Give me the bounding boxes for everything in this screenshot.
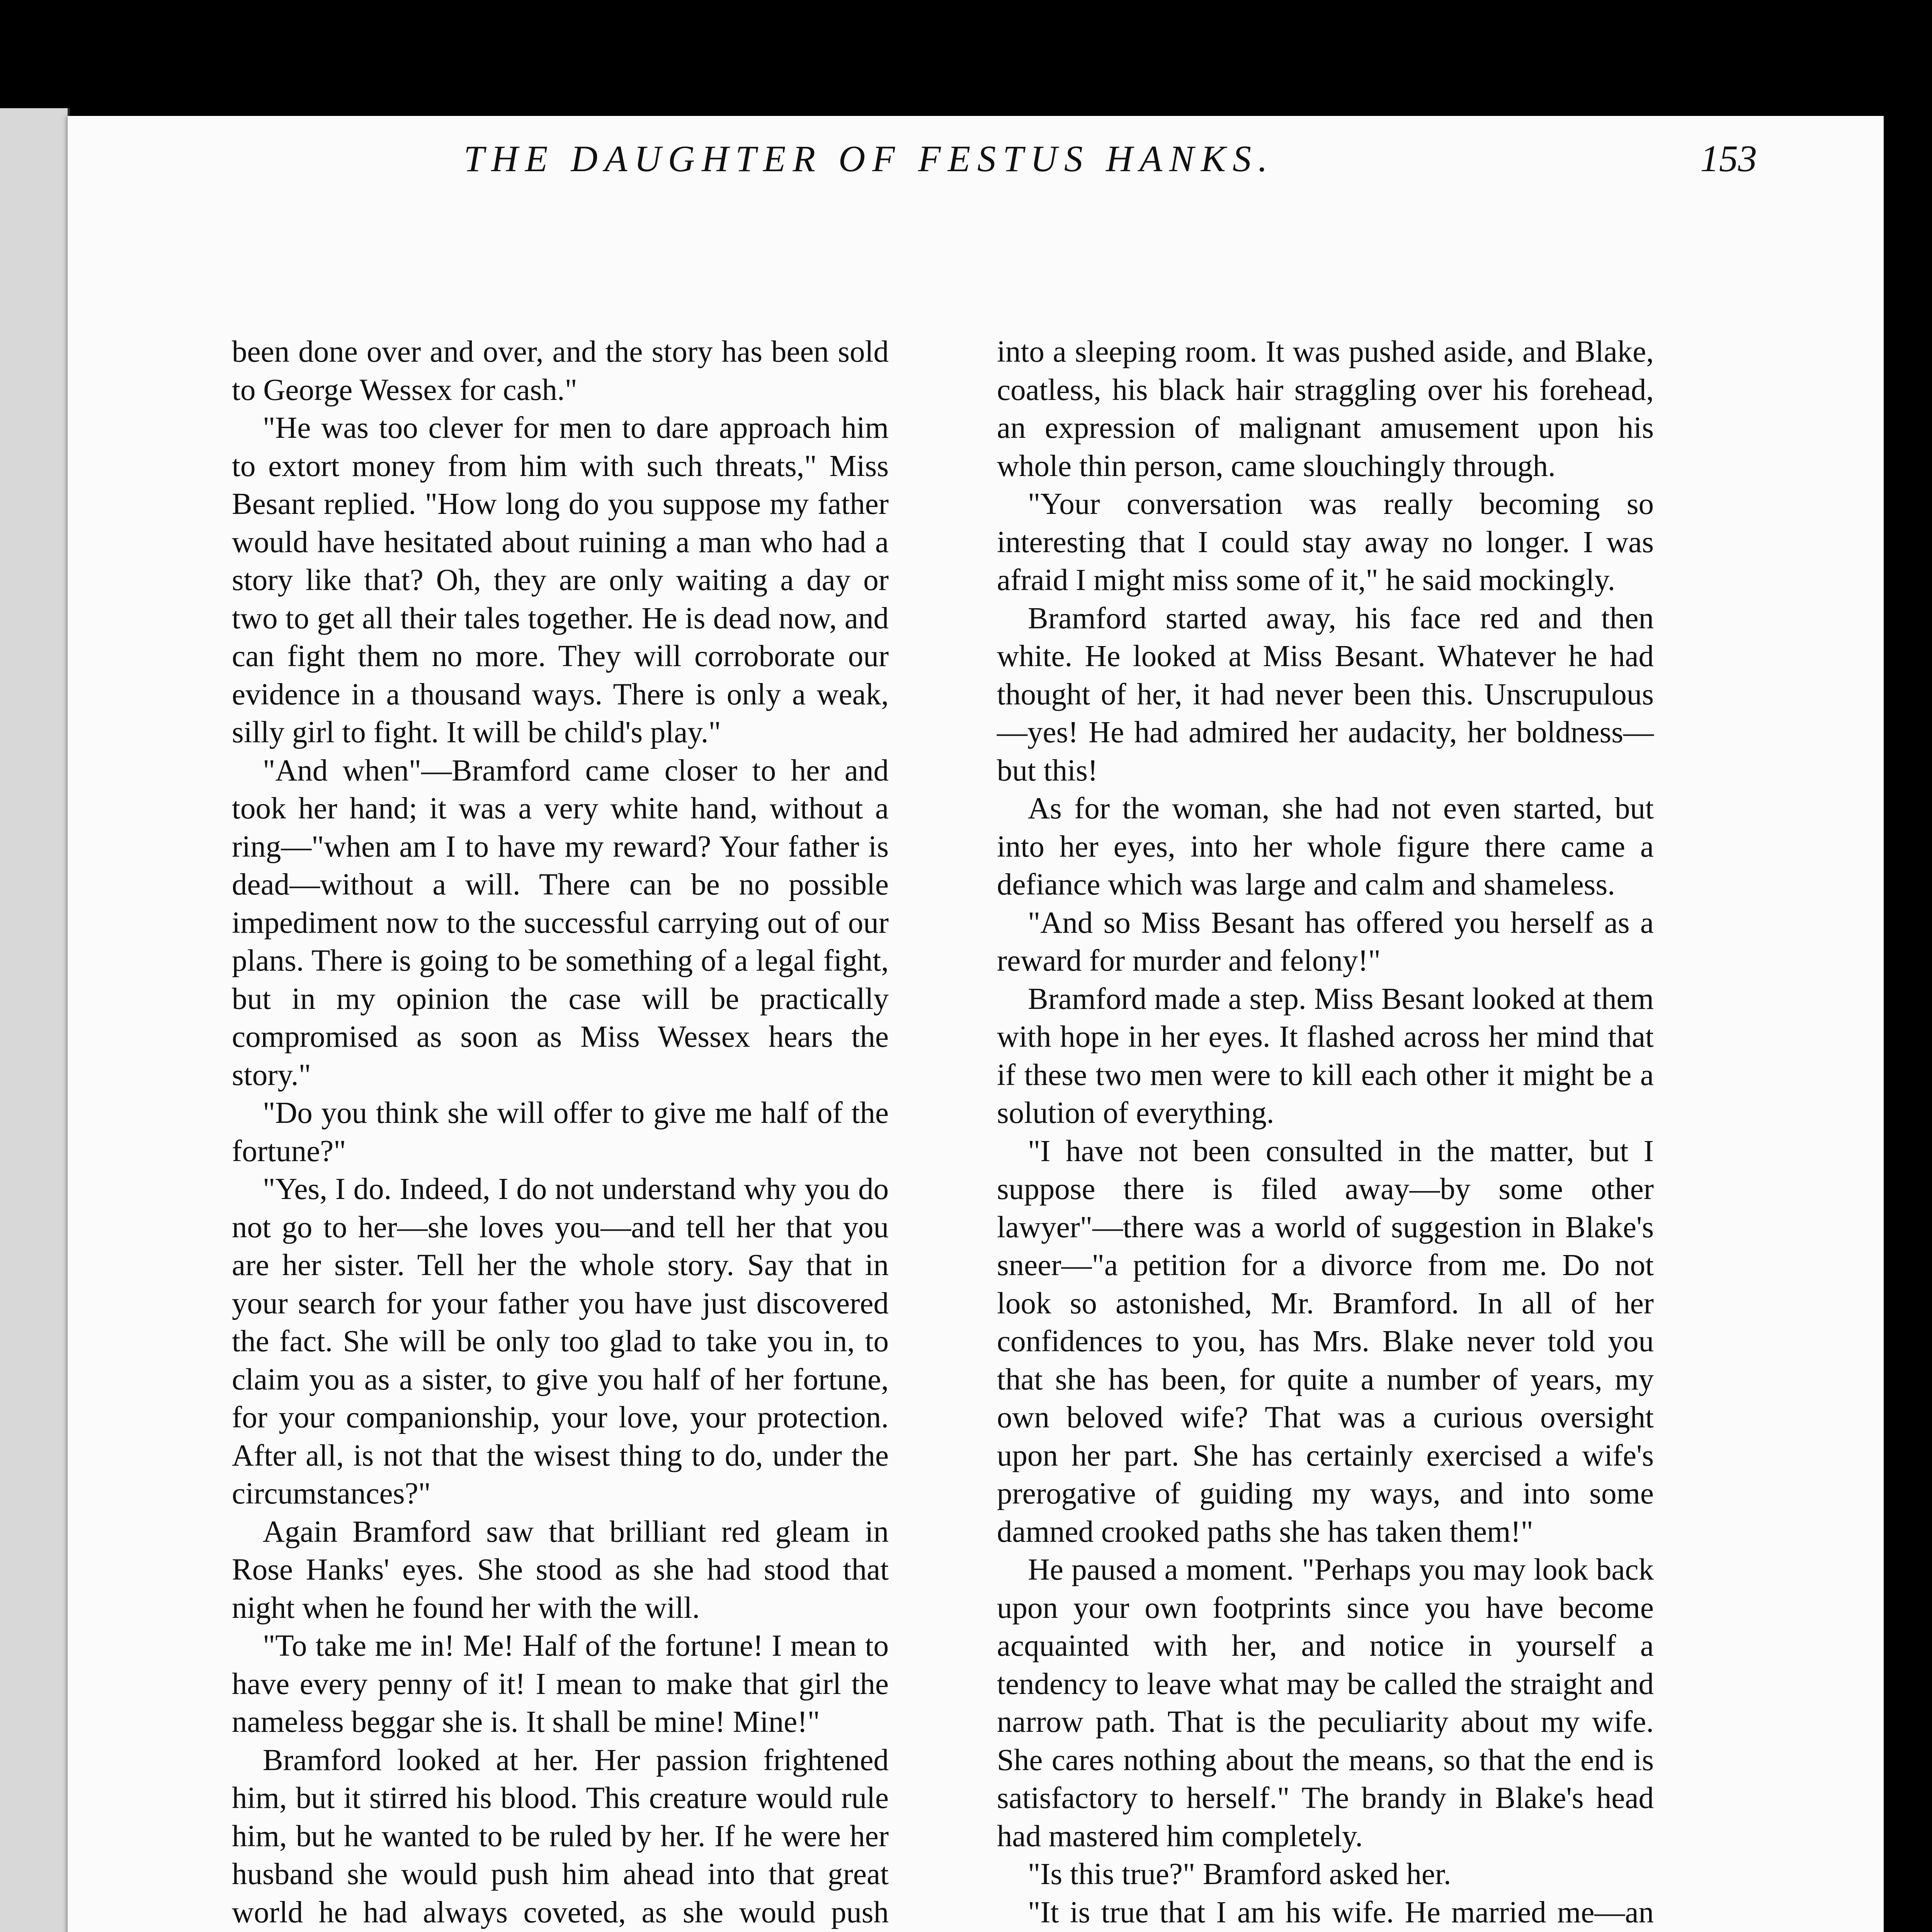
paragraph: "To take me in! Me! Half of the fortune! I mean to have every penny of it! I mean to make that girl the nameless beggar she is. It shall be mine! Mine!" [232, 1629, 889, 1739]
paragraph: "He was too clever for men to dare approach him to extort money from him with such threats," Miss Besant replied. "How long do you suppose my father would have hesitated about ruining a man who had a story like that? Oh, they are only waiting a day or two to get all their tales together. He is dead now, and can fight them no more. They will corroborate our evidence in a thousand ways. There is only a weak, silly girl to fight. It will be child's play." [232, 411, 889, 749]
paragraph: "Yes, I do. Indeed, I do not understand why you do not go to her—she loves you—and tell her that you are her sister. Tell her the whole story. Say that in your search for your father you have just discovered the fact. She will be only too glad to take you in, to claim you as a sister, to give you half of her fortune, for your companionship, your love, your protection. After all, is not that the wisest thing to do, under the circumstances?" [232, 1172, 889, 1510]
paragraph: "I have not been consulted in the matter, but I suppose there is filed away—by some other lawyer"—there was a world of suggestion in Blake's sneer—"a petition for a divorce from me. Do not look so astonished, Mr. Bramford. In all of her confidences to you, has Mrs. Blake never told you that she has been, for quite a number of years, my own beloved wife? That was a curious oversight upon her part. She has certainly exercised a wife's prerogative of guiding my ways, and into some damned crooked paths she has taken them!" [997, 1134, 1654, 1549]
page-number: 153 [1700, 138, 1757, 180]
paragraph: Bramford made a step. Miss Besant looked at them with hope in her eyes. It flashed across her mind that if these two men were to kill each other it might be a solution of everything. [997, 982, 1654, 1130]
text-column-left [232, 333, 889, 1932]
paragraph: "Your conversation was really becoming so interesting that I could stay away no longer. I was afraid I might miss some of it," he said mockingly. [997, 487, 1654, 597]
paragraph: Bramford looked at her. Her passion frightened him, but it stirred his blood. This creature would rule him, but he wanted to be ruled by her. If he were her husband she would push him ahead into that great world he had always coveted, as she would push [232, 1743, 889, 1929]
paragraph: Again Bramford saw that brilliant red gleam in Rose Hanks' eyes. She stood as she had stood that night when he found her with the will. [232, 1515, 889, 1625]
paragraph: As for the woman, she had not even started, but into her eyes, into her whole figure there came a defiance which was large and calm and shameless. [997, 792, 1654, 901]
paragraph: "Do you think she will offer to give me half of the fortune?" [232, 1096, 889, 1168]
paragraph: "Is this true?" Bramford asked her. [1028, 1857, 1451, 1891]
paragraph: He paused a moment. "Perhaps you may look back upon your own footprints since you have become acquainted with her, and notice in yourself a tendency to leave what may be called the straight and narrow path. That is the peculiarity about my wife. She cares nothing about the means, so that the end is satisfactory to herself." The brandy in Blake's head had mastered him completely. [997, 1553, 1654, 1853]
paragraph: into a sleeping room. It was pushed aside, and Blake, coatless, his black hair straggling over his forehead, an expression of malignant amusement upon his whole thin person, came slouchingly through. [997, 335, 1654, 483]
paragraph: "It is true that I am his wife. He married me—an [1028, 1895, 1654, 1929]
paragraph: "And so Miss Besant has offered you herself as a reward for murder and felony!" [997, 906, 1654, 978]
running-title: THE DAUGHTER OF FESTUS HANKS. [464, 138, 1274, 179]
paragraph: Bramford started away, his face red and then white. He looked at Miss Besant. Whatever he had thought of her, it had never been this. Unscrupulous—yes! He had admired her audacity, her boldness—but this! [997, 601, 1654, 787]
paragraph: been done over and over, and the story has been sold to George Wessex for cash." [232, 335, 889, 407]
facing-page-edge [0, 108, 70, 1932]
text-column-right [997, 333, 1654, 1932]
paragraph: "And when"—Bramford came closer to her and took her hand; it was a very white hand, without a ring—"when am I to have my reward? Your father is dead—without a will. There can be no possible impediment now to the successful carrying out of our plans. There is going to be something of a legal fight, but in my opinion the case will be practically compromised as soon as Miss Wessex hears the story." [232, 753, 889, 1092]
